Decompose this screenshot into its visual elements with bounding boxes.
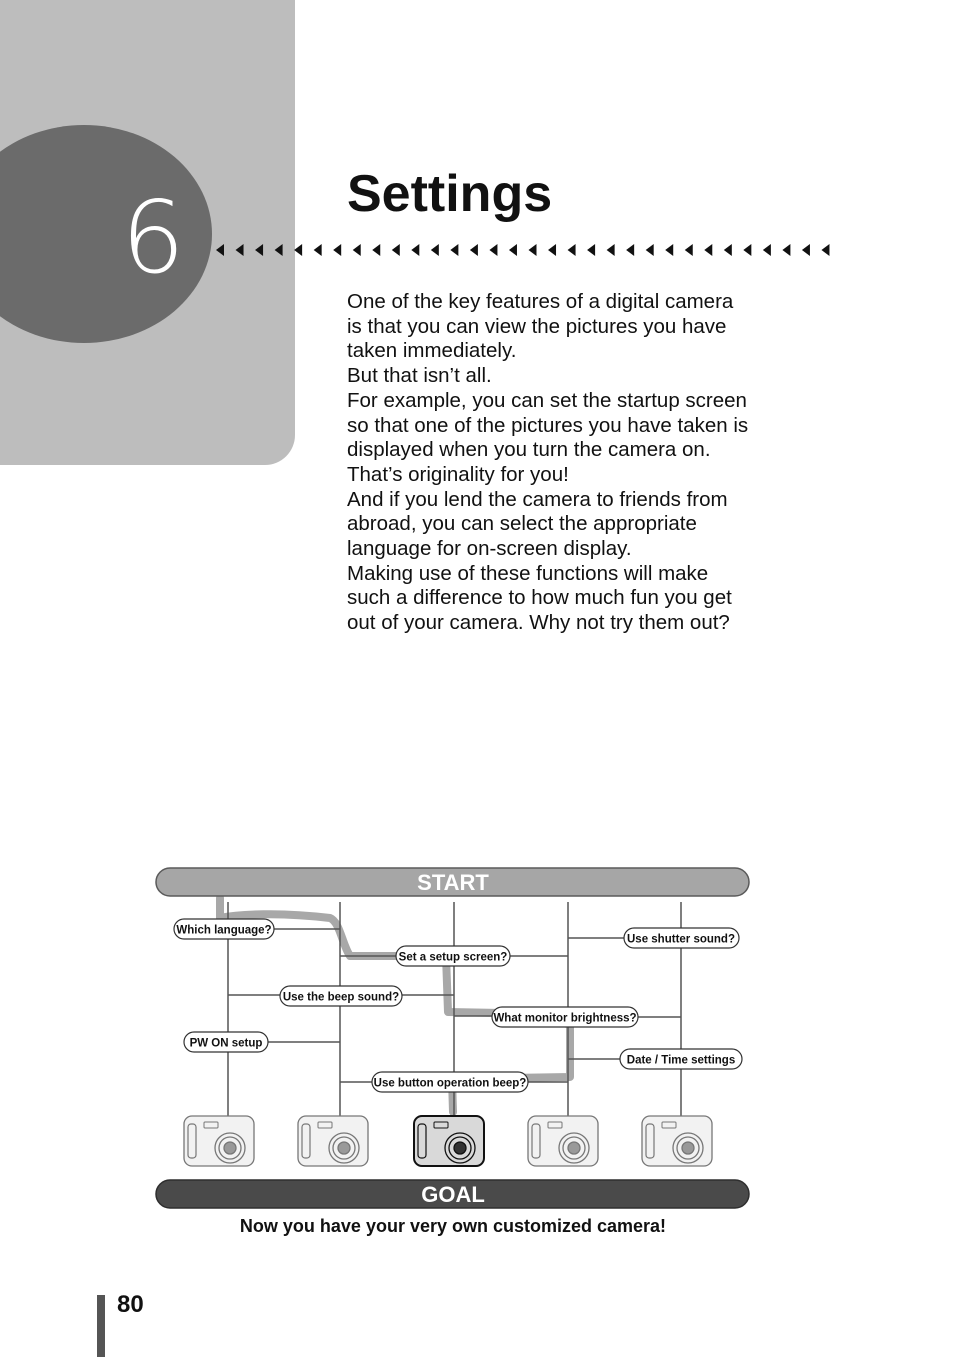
- option-which-language: [174, 919, 274, 939]
- intro-line: And if you lend the camera to friends from: [347, 487, 728, 511]
- arrow-divider: [213, 241, 838, 259]
- arrow-left-icon: [470, 244, 478, 256]
- intro-line: For example, you can set the startup screen: [347, 388, 747, 412]
- intro-text: [347, 290, 787, 636]
- arrow-left-icon: [275, 244, 283, 256]
- page-marker: [97, 1295, 105, 1357]
- camera-icon: [298, 1116, 368, 1166]
- option-use-beep-sound: [280, 986, 402, 1006]
- intro-line: But that isn’t all.: [347, 364, 492, 388]
- arrow-left-icon: [372, 244, 380, 256]
- chapter-number: 6: [121, 179, 185, 296]
- intro-line: is that you can view the pictures you have: [347, 314, 727, 338]
- arrow-left-icon: [353, 244, 361, 256]
- arrow-left-icon: [411, 244, 419, 256]
- arrow-left-icon: [509, 244, 517, 256]
- svg-text:What monitor brightness?: What monitor brightness?: [493, 1012, 637, 1025]
- arrow-left-icon: [724, 244, 732, 256]
- page-number: 80: [117, 1291, 144, 1318]
- intro-line: language for on-screen display.: [347, 537, 632, 561]
- diagram-caption: Now you have your very own customized camera!: [239, 1216, 667, 1236]
- arrow-left-icon: [255, 244, 263, 256]
- camera-icon: [414, 1116, 484, 1166]
- svg-text:PW ON setup: PW ON setup: [189, 1037, 263, 1050]
- arrow-left-icon: [529, 244, 537, 256]
- intro-line: Making use of these functions will make: [347, 561, 709, 585]
- arrow-left-icon: [782, 244, 790, 256]
- camera-row: [184, 1116, 712, 1166]
- page-title: Settings: [347, 165, 553, 223]
- goal-label: GOAL: [421, 1182, 485, 1207]
- intro-line: such a difference to how much fun you get: [347, 586, 732, 610]
- svg-text:Use the beep sound?: Use the beep sound?: [282, 991, 400, 1004]
- arrow-left-icon: [626, 244, 634, 256]
- arrow-left-icon: [216, 244, 224, 256]
- arrow-left-icon: [587, 244, 595, 256]
- arrow-left-icon: [802, 244, 810, 256]
- camera-icon: [642, 1116, 712, 1166]
- intro-line: so that one of the pictures you have taken is: [347, 413, 749, 437]
- arrow-left-icon: [607, 244, 615, 256]
- intro-line: That’s originality for you!: [347, 462, 569, 486]
- option-button-operation-beep: [372, 1072, 528, 1092]
- arrow-left-icon: [489, 244, 497, 256]
- arrow-left-icon: [236, 244, 244, 256]
- svg-text:Set a setup screen?: Set a setup screen?: [398, 951, 508, 964]
- option-date-time-settings: [620, 1049, 742, 1069]
- svg-text:Date / Time settings: Date / Time settings: [626, 1054, 736, 1067]
- arrow-left-icon: [333, 244, 341, 256]
- intro-line: taken immediately.: [347, 339, 517, 363]
- arrow-left-icon: [821, 244, 829, 256]
- svg-text:Use button operation beep?: Use button operation beep?: [373, 1077, 527, 1090]
- arrow-left-icon: [763, 244, 771, 256]
- arrow-left-icon: [743, 244, 751, 256]
- intro-line: displayed when you turn the camera on.: [347, 438, 711, 462]
- intro-line: One of the key features of a digital camera: [347, 290, 734, 313]
- intro-line: abroad, you can select the appropriate: [347, 512, 697, 536]
- camera-icon: [184, 1116, 254, 1166]
- option-use-shutter-sound: [624, 928, 739, 948]
- arrow-left-icon: [392, 244, 400, 256]
- arrow-left-icon: [704, 244, 712, 256]
- arrow-left-icon: [431, 244, 439, 256]
- arrow-left-icon: [294, 244, 302, 256]
- option-set-setup-screen: [396, 946, 510, 966]
- svg-text:Use shutter sound?: Use shutter sound?: [627, 933, 735, 946]
- arrow-left-icon: [548, 244, 556, 256]
- arrow-left-icon: [685, 244, 693, 256]
- arrow-left-icon: [314, 244, 322, 256]
- arrow-left-icon: [450, 244, 458, 256]
- camera-icon: [528, 1116, 598, 1166]
- arrow-left-icon: [646, 244, 654, 256]
- option-monitor-brightness: [492, 1007, 638, 1027]
- svg-text:Which language?: Which language?: [176, 924, 272, 937]
- option-pw-on-setup: [184, 1032, 268, 1052]
- start-label: START: [417, 870, 489, 895]
- arrow-left-icon: [568, 244, 576, 256]
- arrow-left-icon: [665, 244, 673, 256]
- settings-flow-diagram: [150, 862, 760, 1214]
- intro-line: out of your camera. Why not try them out?: [347, 611, 730, 635]
